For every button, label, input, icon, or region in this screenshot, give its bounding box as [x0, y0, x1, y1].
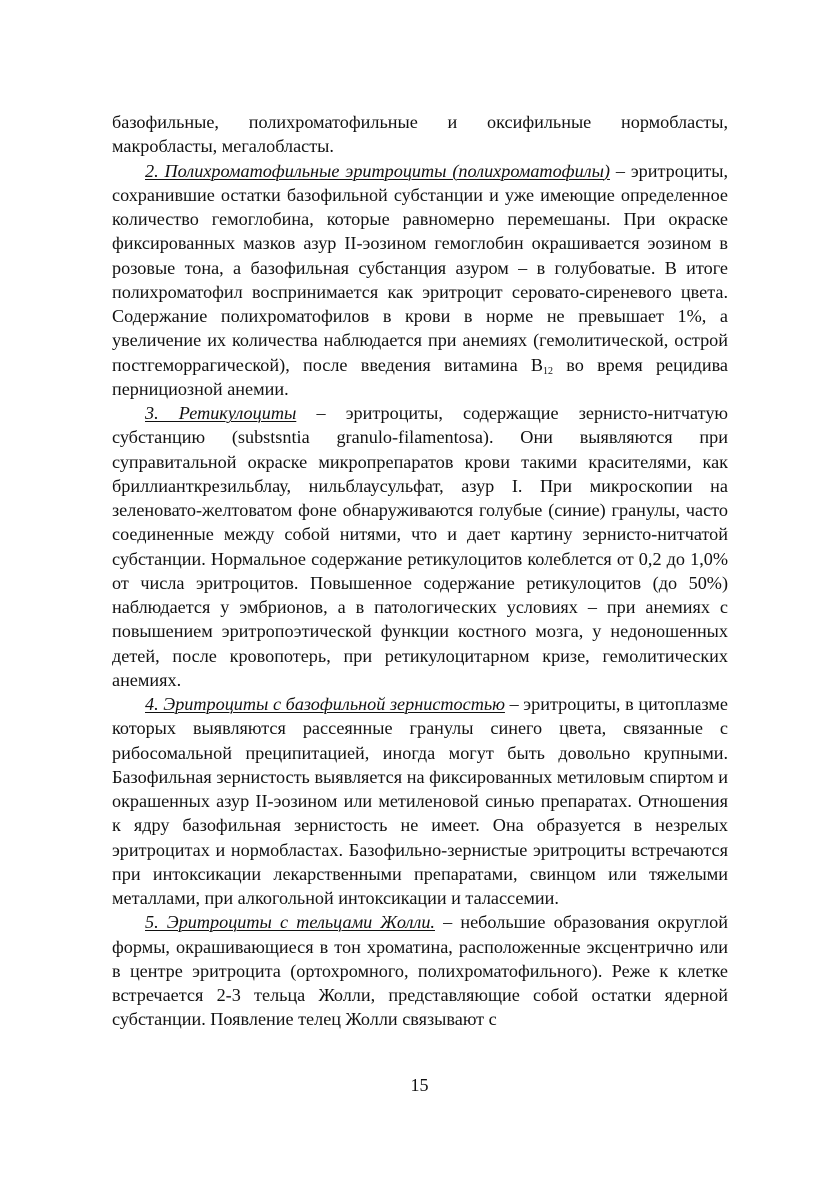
page-number: 15	[410, 1075, 429, 1095]
paragraph-text: – небольшие образования округлой формы, окрашивающиеся в тон хроматина, расположенные эксцентрично или в центре эритроцита (ортохромного, полихроматофильного). Реже к клетке встречается 2-3 тельца Жолли, представляющие собой остатки ядерной субстанции. Появление телец Жолли связывают с	[112, 912, 728, 1030]
paragraph-basophilic-stippling	[112, 692, 728, 910]
paragraph-reticulocytes	[112, 401, 728, 692]
term-howell-jolly: 5. Эритроциты с тельцами Жолли.	[145, 912, 435, 933]
subscript: 12	[543, 365, 554, 377]
paragraph-howell-jolly	[112, 910, 728, 1031]
body-text	[112, 110, 728, 1032]
term-polychromatophils: 2. Полихроматофильные эритроциты (полихроматофилы)	[145, 160, 610, 181]
paragraph-text: базофильные, полихроматофильные и оксифильные нормобласты, макробласты, мегалобласты.	[112, 112, 728, 157]
term-reticulocytes: 3. Ретикулоциты	[145, 403, 297, 423]
paragraph-text: во время рецидива пернициозной анемии.	[112, 354, 728, 399]
term-basophilic-stippling: 4. Эритроциты с базофильной зернистостью	[145, 694, 505, 714]
paragraph-text: – эритроциты, содержащие зернисто-нитчатую субстанцию (substsntia granulo-filamentosa). Они выявляются при суправитальной окраске микропрепаратов крови такими красителями, как бриллианткрезильблау, нильблаусульфат, азур I. При микроскопии на зеленовато-желтоватом фоне обнаруживаются голубые (синие) гранулы, часто соединенные между собой нитями, что и дает картину зернисто-нитчатой субстанции. Нормальное содержание ретикулоцитов колеблется от 0,2 до 1,0% от числа эритроцитов. Повышенное содержание ретикулоцитов (до 50%) наблюдается у эмбрионов, а в патологических условиях – при анемиях с повышением эритропоэтической функции костного мозга, у недоношенных детей, после кровопотерь, при ретикулоцитарном кризе, гемолитических анемиях.	[112, 403, 728, 690]
paragraph-text: – эритроциты, сохранившие остатки базофильной субстанции и уже имеющие определенное количество гемоглобина, которые равномерно перемешаны. При окраске фиксированных мазков азур II-эозином гемоглобин окрашивается эозином в розовые тона, а базофильная субстанция азуром – в голубоватые. В итоге полихроматофил воспринимается как эритроцит серовато-сиреневого цвета. Содержание полихроматофилов в крови в норме не превышает 1%, а увеличение их количества наблюдается при анемиях (гемолитической, острой постгеморрагической), после введения витамина B	[112, 160, 728, 375]
paragraph-continuation	[112, 110, 728, 159]
paragraph-text: – эритроциты, в цитоплазме которых выявляются рассеянные гранулы синего цвета, связанные с рибосомальной преципитацией, иногда могут быть довольно крупными. Базофильная зернистость выявляется на фиксированных метиловым спиртом и окрашенных азур II-эозином или метиленовой синью препаратах. Отношения к ядру базофильная зернистость не имеет. Она образуется в незрелых эритроцитах и нормобластах. Базофильно-зернистые эритроциты встречаются при интоксикации лекарственными препаратами, свинцом или тяжелыми металлами, при алкогольной интоксикации и талассемии.	[112, 694, 729, 908]
paragraph-polychromatophils	[112, 159, 728, 402]
